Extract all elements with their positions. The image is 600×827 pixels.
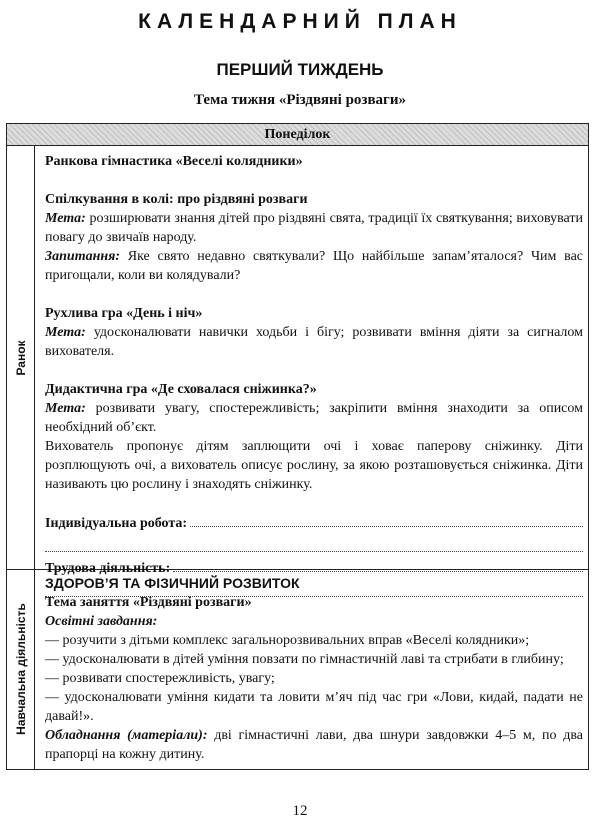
- circle-questions: [45, 247, 583, 285]
- individual-work-row: [45, 513, 583, 533]
- labor-line[interactable]: [173, 558, 583, 572]
- didactic-goal: [45, 399, 583, 437]
- individual-work-label: Індивідуальна робота:: [45, 516, 188, 531]
- didactic-title: Дидактична гра «Де сховалася сніжинка?»: [45, 382, 317, 397]
- labor-label: Трудова діяльність:: [45, 561, 171, 576]
- task-item: — удосконалювати уміння кидати та ловити м’яч під час гри «Лови, кидай, падати не давай!».: [45, 690, 583, 724]
- morning-content: [45, 152, 583, 603]
- didactic-description: Вихователь пропонує дітям заплющити очі і ховає паперову сніжинку. Діти розплющують очі, а вихователь описує рослину, за якою розташовується сніжинка. Діти називають цю рослину і знаходять сніжинку.: [45, 439, 583, 492]
- equipment-text: дві гімнастичні лави, два шнури завдовжки 4–5 м, по два прапорці на кожну дитину.: [45, 728, 583, 762]
- tasks-label: Освітні завдання:: [45, 614, 158, 629]
- game-goal-text: удосконалювати навички ходьби і бігу; розвивати вміння діяти за сигналом вихователя.: [45, 325, 583, 359]
- learning-side-label: [7, 569, 35, 769]
- page-title: КАЛЕНДАРНИЙ ПЛАН: [138, 10, 462, 33]
- task-item: — удосконалювати в дітей уміння повзати по гімнастичній лаві та стрибати в глибину;: [45, 652, 564, 667]
- game-goal: [45, 323, 583, 361]
- game-title: Рухлива гра «День і ніч»: [45, 306, 203, 321]
- learning-content: [45, 574, 583, 764]
- task-item: — розучити з дітьми комплекс загальнорозвивальних вправ «Веселі колядники»;: [45, 633, 530, 648]
- page-number: 12: [292, 803, 308, 819]
- individual-work-line-2[interactable]: [45, 533, 583, 552]
- learning-label: Навчальна діяльність: [13, 603, 28, 735]
- game-goal-label: Мета:: [45, 325, 86, 340]
- didactic-goal-text: розвивати увагу, спостережливість; закріпити вміння знаходити за описом необхідний об’єкт.: [45, 401, 583, 435]
- morning-side-label: [7, 146, 35, 569]
- task-item: — розвивати спостережливість, увагу;: [45, 671, 275, 686]
- lesson-theme: Тема заняття «Різдвяні розваги»: [45, 595, 252, 610]
- circle-goal-label: Мета:: [45, 211, 86, 226]
- circle-questions-text: Яке свято недавно святкували? Що найбільше запам’яталося? Чим вас пригощали, коли ви колядували?: [45, 249, 583, 283]
- equipment: [45, 726, 583, 764]
- circle-questions-label: Запитання:: [45, 249, 121, 264]
- gymnastics-title: Ранкова гімнастика «Веселі колядники»: [45, 154, 303, 169]
- individual-work-line[interactable]: [190, 513, 583, 527]
- circle-goal: [45, 209, 583, 247]
- week-heading: ПЕРШИЙ ТИЖДЕНЬ: [216, 60, 384, 79]
- didactic-goal-label: Мета:: [45, 401, 86, 416]
- equipment-label: Обладнання (матеріали):: [45, 728, 208, 743]
- week-theme: Тема тижня «Різдвяні розваги»: [193, 92, 407, 108]
- morning-label: Ранок: [13, 339, 28, 376]
- circle-title: Спілкування в колі: про різдвяні розваги: [45, 192, 308, 207]
- circle-goal-text: розширювати знання дітей про різдвяні свята, традиції їх святкування; виховувати повагу до звичаїв народу.: [45, 211, 583, 245]
- plan-table: [6, 123, 589, 770]
- day-header: Понеділок: [7, 124, 588, 146]
- section-title: ЗДОРОВ’Я ТА ФІЗИЧНИЙ РОЗВИТОК: [45, 575, 300, 591]
